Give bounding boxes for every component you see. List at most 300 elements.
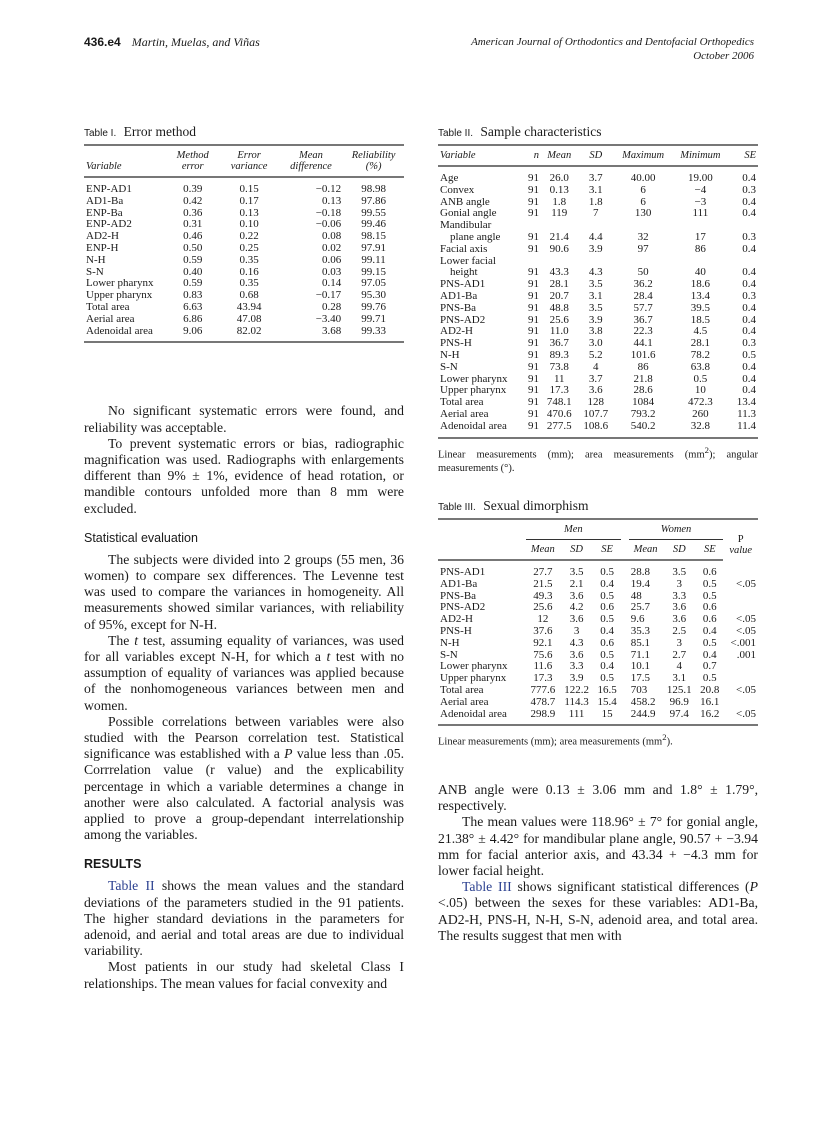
cell-value: [723, 591, 758, 603]
paragraph: The t test, assuming equality of variances, was used for all variables except N-H, for which a t test with no assumption of equality of variances was applied because of the nonhomogeneous variances between men and women.: [84, 632, 405, 713]
table1-label: Table I.: [84, 128, 117, 139]
cell-value: 4: [592, 360, 599, 373]
cell-value: 16.2: [700, 707, 720, 720]
cell-value: 0.13: [549, 183, 569, 196]
cell-value: 0.15: [239, 183, 259, 195]
cell-value: 0.4: [702, 648, 717, 661]
row-label: Aerial area: [86, 312, 135, 325]
row-label: Facial axis: [440, 242, 488, 255]
cell-value: 11.0: [549, 325, 569, 338]
cell-value: 18.5: [690, 313, 711, 326]
cell-value: 32.8: [690, 419, 711, 432]
cell-value: 3.5: [588, 301, 603, 314]
cell-value: 0.17: [239, 194, 259, 207]
row-label: Adenoidal area: [440, 707, 507, 720]
cell-value: 0.3: [742, 337, 756, 350]
cell-value: 15.4: [597, 695, 617, 708]
cell-value: 4.3: [588, 266, 603, 279]
col-header: Mean: [541, 145, 577, 166]
cell-value: 28.1: [549, 278, 569, 291]
cell-value: 111: [692, 207, 709, 220]
row-label: N-H: [440, 636, 460, 649]
cell-value: 4.3: [569, 636, 584, 649]
cell-value: 4: [676, 660, 683, 673]
table-row: [84, 255, 404, 267]
table-row: [438, 421, 758, 438]
cell-value: 78.2: [690, 348, 711, 361]
cell-value: 43.94: [236, 300, 262, 313]
cell-value: 0.3: [742, 289, 756, 302]
cell-value: 91: [528, 266, 540, 279]
cell-value: 0.4: [742, 301, 756, 314]
row-label: S-N: [440, 648, 458, 661]
table2-sample-characteristics: [438, 144, 758, 439]
table3-label: Table III.: [438, 502, 476, 514]
cell-value: 11.3: [737, 407, 756, 420]
cell-value: 793.2: [630, 407, 656, 420]
cell-value: 9.06: [183, 324, 203, 337]
cell-value: <.001: [730, 636, 756, 649]
cell-value: 0.5: [600, 648, 614, 661]
cell-value: 27.7: [533, 566, 553, 579]
cell-value: 130: [634, 207, 652, 220]
cell-value: 0.4: [742, 384, 756, 397]
row-label: PNS-AD2: [440, 313, 486, 326]
cell-value: <.05: [736, 613, 756, 626]
row-label: Upper pharynx: [86, 289, 153, 302]
table-row: [438, 303, 758, 315]
cell-value: 47.08: [236, 312, 262, 325]
cell-value: 49.3: [533, 589, 553, 602]
cell-value: 99.71: [361, 312, 386, 325]
cell-value: 17.3: [549, 384, 569, 397]
cell-value: 0.22: [239, 230, 259, 243]
cell-value: 111: [568, 707, 585, 720]
cell-value: 36.7: [633, 313, 653, 326]
cell-value: 0.10: [239, 218, 259, 231]
cell-value: 48: [630, 589, 642, 602]
cell-value: 39.5: [690, 301, 711, 314]
cell-value: 32: [637, 230, 649, 243]
row-label: S-N: [440, 360, 458, 373]
cell-value: 3.6: [569, 589, 584, 602]
cell-value: 6: [640, 183, 646, 196]
col-header: SE: [728, 145, 758, 166]
cell-value: 0.4: [742, 313, 756, 326]
row-label: PNS-Ba: [440, 301, 477, 314]
table-row: [438, 244, 758, 256]
table-row: [438, 350, 758, 362]
table3-caption: [438, 498, 758, 514]
col-header: Variable: [438, 145, 522, 166]
cell-value: [723, 697, 758, 709]
cell-value: 3.6: [569, 648, 584, 661]
cell-value: 0.6: [702, 601, 717, 614]
group-header-men: Men: [526, 519, 621, 540]
cell-value: 3.3: [569, 660, 584, 673]
table-row: [438, 638, 758, 650]
authors: Martin, Muelas, and Viñas: [131, 35, 260, 49]
cell-value: 0.83: [183, 289, 203, 302]
col-header: SE: [593, 540, 620, 561]
cell-value: 3.1: [672, 672, 687, 685]
table-row: [84, 177, 404, 196]
cell-value: 25.7: [630, 601, 650, 614]
cell-value: 3.6: [672, 601, 687, 614]
cell-value: 26.0: [549, 172, 569, 184]
cell-value: 2.7: [672, 648, 687, 661]
cell-value: 0.6: [600, 636, 614, 649]
cell-value: 71.1: [630, 648, 650, 661]
paragraph: Possible correlations between variables were also studied with the Pearson correlation test. Statistical significance was established with a P value less than .05. Corrrelation value (r value) and the explicability percentage in which a variable determines a change in another were also calculated. A factorial analysis was applied to prove a group-dependant interrelationship among the variables.: [84, 713, 405, 843]
cell-value: 85.1: [630, 636, 650, 649]
cell-value: 5.2: [588, 348, 603, 361]
cell-value: 0.25: [239, 241, 259, 254]
row-label: Mandibular: [440, 219, 492, 232]
row-label: PNS-H: [440, 625, 472, 638]
cell-value: 119: [551, 207, 568, 220]
cell-value: [723, 560, 758, 579]
cell-value: 748.1: [546, 396, 572, 409]
cell-value: 36.7: [549, 337, 569, 350]
cell-value: 0.4: [742, 242, 756, 255]
cell-value: 91: [528, 313, 540, 326]
row-label: N-H: [86, 253, 106, 266]
row-label: plane angle: [450, 230, 501, 243]
cell-value: <.05: [736, 707, 756, 720]
cell-value: 0.14: [321, 277, 342, 290]
table-row: [438, 409, 758, 421]
cell-value: 75.6: [533, 648, 553, 661]
cell-value: 99.15: [361, 265, 386, 278]
cell-value: 0.4: [742, 278, 756, 291]
cell-value: 0.5: [600, 566, 614, 579]
cell-value: 7: [592, 207, 599, 220]
table-row: [438, 185, 758, 197]
cell-value: 0.5: [600, 589, 614, 602]
cell-value: 0.59: [183, 253, 203, 266]
row-label: ENP-H: [86, 241, 119, 254]
col-header: Maximum: [614, 145, 672, 166]
row-label: AD2-H: [440, 325, 473, 338]
cell-value: 90.6: [549, 242, 569, 255]
row-label: Lower pharynx: [440, 660, 508, 673]
table1-caption: [84, 124, 404, 140]
cell-value: 16.1: [700, 695, 720, 708]
cell-value: 91: [528, 407, 540, 420]
cell-value: 0.5: [600, 613, 614, 626]
cell-value: 0.5: [742, 348, 756, 361]
cell-value: 3.6: [672, 613, 687, 626]
cell-value: 57.7: [633, 301, 653, 314]
cell-value: −3: [694, 195, 707, 208]
cell-value: 43.3: [549, 266, 569, 279]
cell-value: 50: [637, 266, 649, 279]
cell-value: 0.3: [742, 183, 756, 196]
col-header: Variable: [84, 145, 166, 177]
cell-value: 91: [528, 301, 540, 314]
table-row: [84, 196, 404, 208]
cell-value: 89.3: [549, 348, 569, 361]
cell-value: 1.8: [588, 195, 603, 208]
cell-value: 0.35: [239, 277, 259, 290]
cell-value: 0.42: [183, 194, 203, 207]
cell-value: [723, 661, 758, 673]
col-header: Method error: [166, 145, 219, 177]
cell-value: 92.1: [533, 636, 553, 649]
row-label: Lower facial: [440, 254, 496, 267]
cell-value: 0.40: [183, 265, 203, 278]
cell-value: 0.6: [702, 566, 717, 579]
cell-value: 0.4: [742, 266, 756, 279]
table-row: [438, 291, 758, 303]
table2-title: Sample characteristics: [480, 124, 602, 139]
cell-value: 20.7: [549, 289, 569, 302]
cell-value: <.05: [736, 577, 756, 590]
cell-value: 63.8: [690, 360, 711, 373]
col-header: Reliability (%): [343, 145, 404, 177]
row-label: Aerial area: [440, 407, 489, 420]
row-label: Total area: [440, 684, 484, 696]
table-row: [438, 709, 758, 726]
row-label: PNS-Ba: [440, 589, 477, 602]
paragraph: The mean values were 118.96° ± 7° for gonial angle, 21.38° ± 4.42° for mandibular plane angle, 90.57 + −3.94 mm for facial anterior axis, and 43.34 + −4.3 mm for lower facial height.: [438, 814, 758, 878]
row-label: Total area: [440, 396, 484, 409]
cell-value: 91: [528, 337, 540, 350]
cell-value: 107.7: [583, 407, 609, 420]
cell-value: 99.33: [361, 324, 386, 337]
cell-value: 101.6: [630, 348, 656, 361]
table1-title: Error method: [123, 124, 196, 139]
cell-value: .001: [736, 648, 756, 661]
right-column: [438, 124, 758, 944]
row-label: Adenoidal area: [86, 324, 153, 337]
cell-value: 97.91: [361, 241, 386, 254]
cell-value: 91: [528, 396, 540, 409]
table-row: [438, 362, 758, 374]
table1-error-method: [84, 144, 404, 343]
cell-value: 91: [528, 348, 540, 361]
cell-value: 777.6: [530, 684, 556, 696]
cell-value: 98.98: [361, 183, 386, 195]
cell-value: 4.2: [569, 601, 584, 614]
table2-footnote: Linear measurements (mm); area measurements $(mm^2)$; angular measurements (°).: [438, 444, 759, 475]
paragraph: ANB angle were 0.13 ± 3.06 mm and 1.8° ± 1.79°, respectively.: [438, 781, 758, 814]
table-row: [84, 326, 404, 343]
cell-value: 0.4: [600, 577, 614, 590]
row-label: Lower pharynx: [440, 372, 508, 385]
row-label: ANB angle: [440, 195, 490, 208]
cell-value: 0.31: [183, 218, 203, 231]
cell-value: 458.2: [630, 695, 656, 708]
cell-value: 0.59: [183, 277, 203, 290]
cell-value: 91: [528, 325, 540, 338]
cell-value: 91: [528, 183, 540, 196]
paragraph: To prevent systematic errors or bias, radiographic magnification was used. Radiographs with enlargements different than 9% ± 1%, evidence of head rotation, or mandible contours unfolded more than 8 mm were excluded.: [84, 435, 404, 516]
col-header: Mean: [629, 540, 663, 561]
cell-value: 0.5: [702, 672, 717, 685]
cell-value: 25.6: [549, 313, 569, 326]
row-label: AD1-Ba: [440, 577, 478, 590]
row-label: Adenoidal area: [440, 419, 507, 432]
cell-value: 114.3: [564, 695, 589, 708]
cell-value: 22.3: [633, 325, 653, 338]
cell-value: 0.4: [702, 625, 717, 638]
section-heading-statistical-evaluation: Statistical evaluation: [84, 530, 198, 545]
cell-value: 3: [573, 625, 580, 638]
cell-value: 16.5: [597, 684, 617, 696]
cell-value: 2.5: [672, 625, 687, 638]
cell-value: 3.6: [569, 613, 584, 626]
cell-value: 3.9: [588, 242, 603, 255]
cell-value: 86: [694, 242, 706, 255]
cell-value: −0.06: [315, 218, 342, 231]
paragraph: Table III shows significant statistical differences (P <.05) between the sexes for these variables: AD1-Ba, AD2-H, PNS-H, N-H, S-N, adenoid area, and total area. The results suggest that men with: [438, 879, 758, 943]
cell-value: 35.3: [630, 625, 650, 638]
cell-value: 11.6: [533, 660, 553, 673]
row-label: Age: [440, 172, 459, 184]
cell-value: 0.46: [183, 230, 203, 243]
cell-value: 0.3: [742, 230, 756, 243]
cell-value: 19.4: [630, 577, 650, 590]
journal-name: American Journal of Orthodontics and Dentofacial Orthopedics: [471, 36, 754, 48]
cell-value: 0.03: [321, 265, 342, 278]
table3-title: Sexual dimorphism: [483, 498, 589, 514]
cell-value: 73.8: [549, 360, 569, 373]
row-label: Convex: [440, 183, 475, 196]
cell-value: 11: [553, 372, 565, 385]
cell-value: 6: [640, 195, 646, 208]
col-header: n: [522, 145, 541, 166]
cell-value: 4.5: [693, 325, 708, 338]
row-label: S-N: [86, 265, 104, 278]
cell-value: 28.6: [633, 384, 653, 397]
col-header: Error variance: [219, 145, 278, 177]
row-label: PNS-H: [440, 337, 472, 350]
issue-date: October 2006: [693, 50, 754, 62]
table-row: [438, 166, 758, 185]
table3-link[interactable]: Table III: [462, 879, 512, 895]
cell-value: 91: [528, 195, 540, 208]
cell-value: 96.9: [669, 695, 689, 708]
cell-value: 478.7: [530, 695, 556, 708]
table3-sexual-dimorphism: [438, 518, 758, 726]
table-row: [84, 314, 404, 326]
cell-value: 82.02: [236, 324, 262, 337]
cell-value: 277.5: [546, 419, 572, 432]
cell-value: 28.1: [690, 337, 711, 350]
cell-value: 0.16: [239, 265, 259, 278]
cell-value: 91: [528, 172, 540, 184]
cell-value: 0.08: [321, 230, 342, 243]
cell-value: 10.1: [630, 660, 650, 673]
cell-value: 13.4: [690, 289, 711, 302]
row-label: ENP-Ba: [86, 206, 123, 219]
cell-value: 97.86: [361, 194, 386, 207]
table-row: [84, 302, 404, 314]
cell-value: 0.50: [183, 241, 203, 254]
table-row: [438, 232, 758, 244]
col-header: SD: [560, 540, 594, 561]
cell-value: 470.6: [546, 407, 572, 420]
table-row: [438, 697, 758, 709]
cell-value: 97.05: [361, 277, 386, 290]
row-label: Upper pharynx: [440, 672, 507, 685]
paragraph: Most patients in our study had skeletal Class I relationships. The mean values for facial convexity and: [84, 959, 404, 991]
cell-value: 44.1: [633, 337, 653, 350]
cell-value: 3.5: [569, 566, 584, 579]
cell-value: 0.4: [742, 207, 756, 220]
cell-value: 37.6: [533, 625, 553, 638]
page-number: 436.e4: [84, 35, 121, 49]
col-header: Mean difference: [279, 145, 343, 177]
cell-value: 40: [694, 266, 706, 279]
col-header: SD: [578, 145, 614, 166]
cell-value: 0.5: [702, 636, 717, 649]
table2-link[interactable]: Table II: [108, 878, 155, 894]
cell-value: 125.1: [666, 684, 692, 696]
cell-value: 95.30: [361, 289, 386, 302]
cell-value: 0.06: [321, 253, 342, 266]
cell-value: 91: [528, 419, 540, 432]
row-label: Upper pharynx: [440, 384, 507, 397]
cell-value: 0.39: [183, 183, 203, 195]
cell-value: 40.00: [630, 172, 656, 184]
row-label: PNS-AD1: [440, 278, 486, 291]
cell-value: 3.1: [588, 289, 603, 302]
cell-value: 99.46: [361, 218, 386, 231]
table3-footnote: Linear measurements (mm); area measurements $(mm^2)$.: [438, 732, 673, 748]
cell-value: 3.68: [321, 324, 342, 337]
cell-value: 3: [676, 636, 683, 649]
cell-value: 21.8: [633, 372, 653, 385]
cell-value: 0.13: [321, 194, 342, 207]
cell-value: 4.4: [588, 230, 603, 243]
row-label: Aerial area: [440, 695, 489, 708]
cell-value: 0.7: [702, 660, 717, 673]
p-value-header: P value: [729, 534, 753, 557]
cell-value: 3.9: [569, 672, 584, 685]
cell-value: 10: [694, 384, 706, 397]
cell-value: 540.2: [630, 419, 656, 432]
cell-value: 0.4: [742, 372, 756, 385]
cell-value: 3.3: [672, 589, 687, 602]
cell-value: 703: [630, 684, 648, 696]
cell-value: 108.6: [583, 419, 609, 432]
cell-value: 99.76: [361, 300, 386, 313]
cell-value: 0.4: [742, 360, 756, 373]
row-label: Total area: [86, 300, 130, 313]
cell-value: −0.18: [315, 206, 342, 219]
cell-value: 3.0: [588, 337, 603, 350]
cell-value: 19.00: [688, 172, 713, 184]
cell-value: 3.7: [588, 172, 603, 184]
cell-value: 3.5: [588, 278, 603, 291]
cell-value: 48.8: [549, 301, 569, 314]
running-header-right: [471, 35, 754, 63]
row-label: height: [450, 266, 478, 279]
cell-value: 0.4: [742, 172, 756, 184]
row-label: AD1-Ba: [440, 289, 478, 302]
col-header: Minimum: [672, 145, 728, 166]
cell-value: 21.5: [533, 577, 553, 590]
paragraph: No significant systematic errors were found, and reliability was acceptable.: [84, 403, 404, 435]
row-label: ENP-AD1: [86, 183, 132, 195]
row-label: AD2-H: [86, 230, 119, 243]
cell-value: 0.5: [702, 577, 717, 590]
table2-caption: [438, 124, 758, 140]
cell-value: 128: [587, 396, 604, 409]
